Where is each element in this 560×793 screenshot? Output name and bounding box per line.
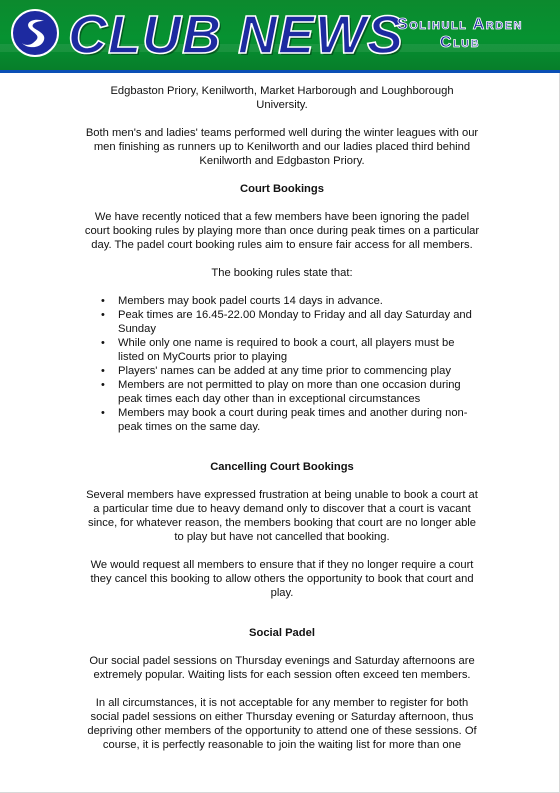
social-paragraph-2: In all circumstances, it is not acceptable for any member to register for both social padel sessions on either Thursday evening or Saturday afternoon, thus depriving other members of the opportunity to attend one of these sessions. Of course, it is perfectly reasonable to join the waiting list for more than one [87,697,477,751]
masthead-title: CLUB NEWS [68,5,404,65]
court-bookings-heading: Court Bookings [240,183,324,195]
intro-paragraph-2: Both men's and ladies' teams performed well during the winter leagues with our men finishing as runners up to Kenilworth and our ladies placed third behind Kenilworth and Edgbaston Priory. [85,127,479,167]
booking-rules-list [84,294,480,434]
cancelling-paragraph-2: We would request all members to ensure that if they no longer require a court they cancel this booking to allow others the opportunity to book that court and play. [90,559,474,599]
booking-rules-intro: The booking rules state that: [211,267,353,279]
club-swoosh-logo-icon [11,9,59,57]
article-body [84,84,480,766]
club-name [370,16,550,52]
list-item: • While only one name is required to book a court, all players must be listed on MyCourts prior to playing [118,336,480,364]
social-padel-heading: Social Padel [249,627,315,639]
intro-paragraph-1: Edgbaston Priory, Kenilworth, Market Harborough and Loughborough University. [110,85,454,111]
cancelling-paragraph-1: Several members have expressed frustration at being unable to book a court at a particular time due to heavy demand only to discover that a court is vacant since, for whatever reason, the members booking that court are no longer able to play but have not cancelled that booking. [86,489,478,543]
court-bookings-paragraph: We have recently noticed that a few members have been ignoring the padel court booking rules by playing more than once during peak times on a particular day. The padel court booking rules aim to ensure fair access for all members. [84,211,480,251]
list-item: • Members may book padel courts 14 days in advance. [118,294,480,308]
club-name-line1: Solihull Arden [397,16,523,33]
social-paragraph-1: Our social padel sessions on Thursday evenings and Saturday afternoons are extremely popular. Waiting lists for each session often exceed ten members. [89,655,475,681]
list-item: • Players' names can be added at any time prior to commencing play [118,364,480,378]
newsletter-header [0,0,560,70]
list-item: • Peak times are 16.45-22.00 Monday to Friday and all day Saturday and Sunday [118,308,480,336]
cancelling-heading: Cancelling Court Bookings [210,461,354,473]
header-rule [0,70,560,73]
list-item: • Members may book a court during peak times and another during non-peak times on the same day. [118,406,480,434]
club-name-line2: Club [439,34,481,51]
list-item: • Members are not permitted to play on more than one occasion during peak times each day other than in exceptional circumstances [118,378,480,406]
